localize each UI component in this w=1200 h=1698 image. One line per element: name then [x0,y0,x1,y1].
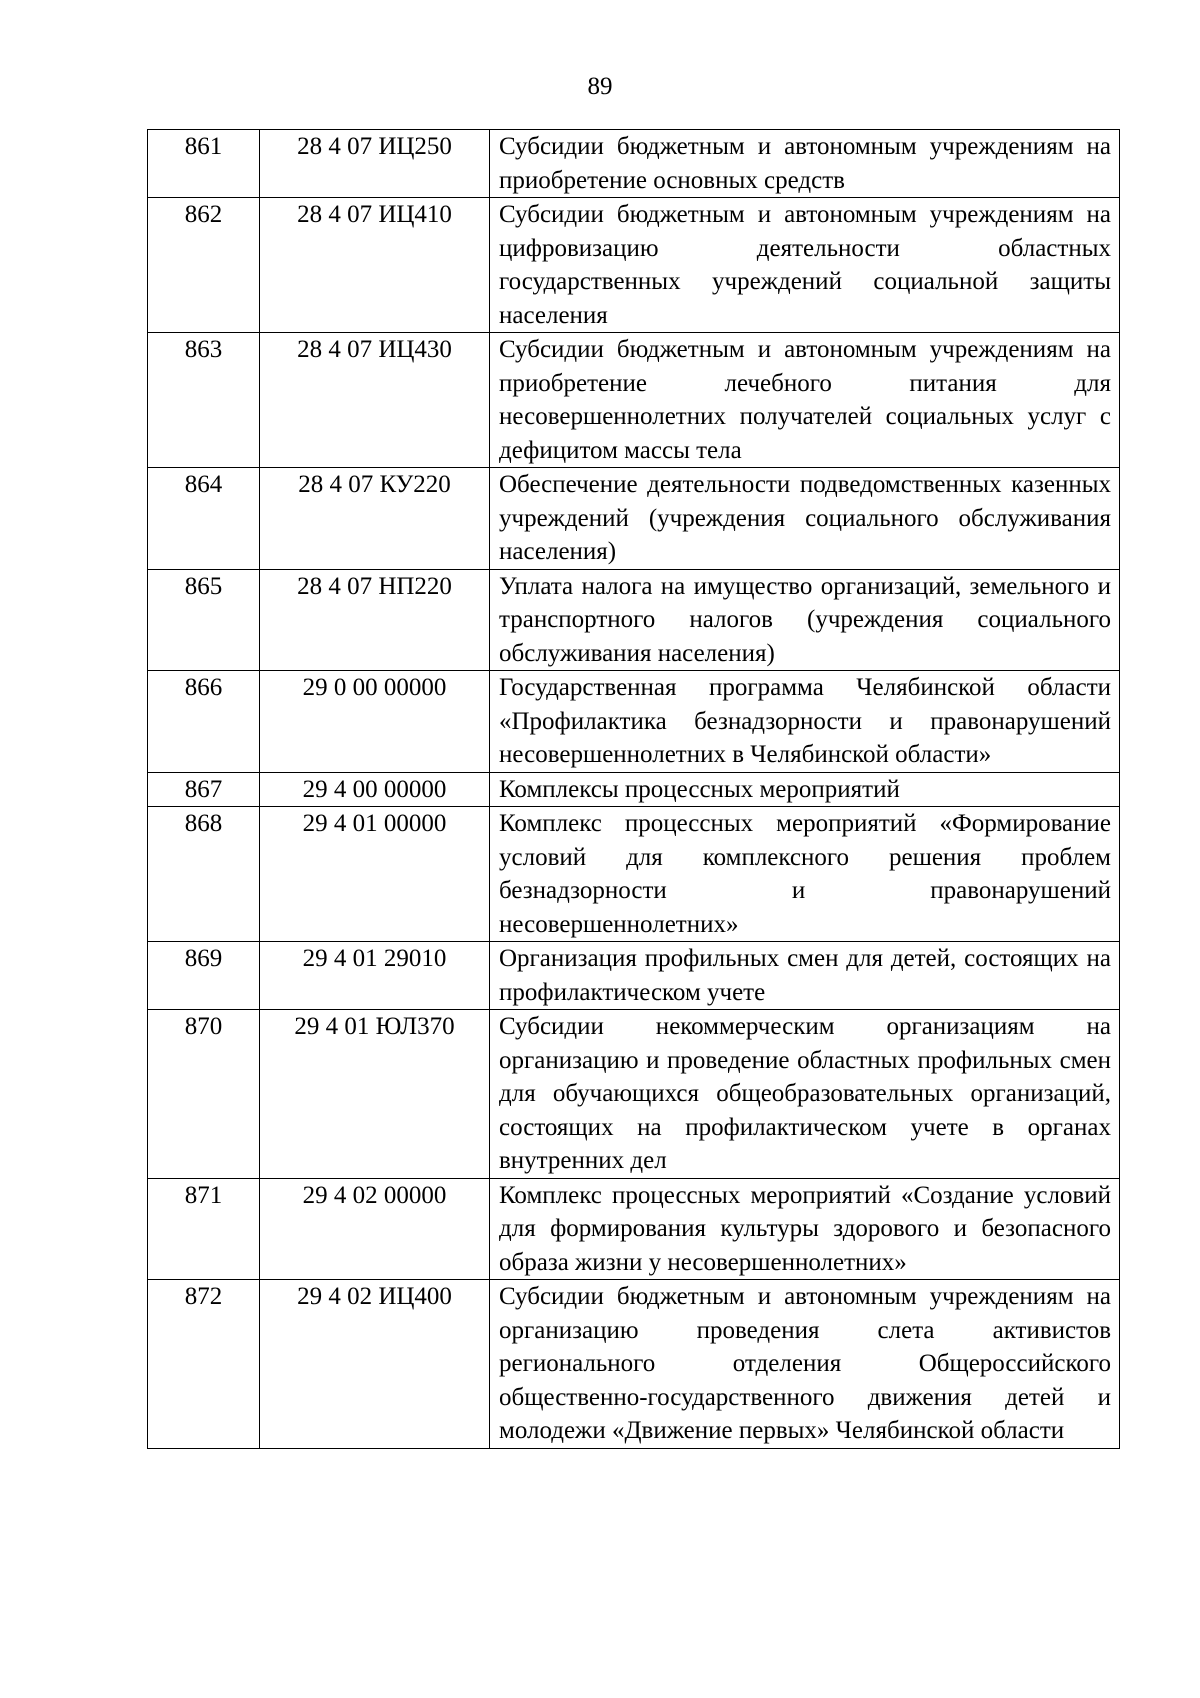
description-text: Субсидии бюджетным и автономным учреждениям на приобретение лечебного питания для несовершеннолетних получателей социальных услуг с дефицитом массы тела [499,336,1111,464]
row-number-cell: 871 [148,1178,260,1280]
table-row [148,198,1120,333]
table-row [148,333,1120,468]
description-text: Субсидии бюджетным и автономным учреждениям на цифровизацию деятельности областных государственных учреждений социальной защиты населения [499,201,1111,329]
description-cell [490,130,1120,198]
description-cell [490,772,1120,807]
table-row [148,1280,1120,1449]
description-cell [490,942,1120,1010]
budget-code-cell: 29 4 00 00000 [260,772,490,807]
description-text: Комплекс процессных мероприятий «Создание условий для формирования культуры здорового и безопасного образа жизни у несовершеннолетних» [499,1181,1111,1276]
table-row [148,671,1120,773]
row-number-cell: 862 [148,198,260,333]
row-number-cell: 864 [148,468,260,570]
table-body [148,130,1120,1449]
row-number-cell: 867 [148,772,260,807]
table-row [148,772,1120,807]
table-row [148,130,1120,198]
row-number-cell: 870 [148,1010,260,1179]
row-number-cell: 861 [148,130,260,198]
budget-code-cell: 29 4 02 ИЦ400 [260,1280,490,1449]
description-cell [490,807,1120,942]
table-row [148,942,1120,1010]
description-text: Организация профильных смен для детей, состоящих на профилактическом учете [499,945,1111,1006]
budget-code-cell: 28 4 07 ИЦ410 [260,198,490,333]
description-text: Субсидии бюджетным и автономным учреждениям на приобретение основных средств [499,133,1111,194]
row-number-cell: 872 [148,1280,260,1449]
description-text: Уплата налога на имущество организаций, земельного и транспортного налогов (учреждения социального обслуживания населения) [499,572,1111,667]
table-row [148,468,1120,570]
budget-code-cell: 28 4 07 КУ220 [260,468,490,570]
description-cell [490,1010,1120,1179]
description-text: Комплексы процессных мероприятий [499,775,900,803]
budget-code-cell: 28 4 07 НП220 [260,569,490,671]
description-cell [490,468,1120,570]
description-cell [490,1280,1120,1449]
budget-code-cell: 29 4 01 ЮЛ370 [260,1010,490,1179]
row-number-cell: 866 [148,671,260,773]
description-cell [490,1178,1120,1280]
budget-classification-table [147,129,1120,1449]
budget-code-cell: 29 4 02 00000 [260,1178,490,1280]
description-cell [490,333,1120,468]
description-cell [490,569,1120,671]
description-cell [490,671,1120,773]
row-number-cell: 865 [148,569,260,671]
row-number-cell: 869 [148,942,260,1010]
table-row [148,1178,1120,1280]
budget-code-cell: 29 4 01 29010 [260,942,490,1010]
row-number-cell: 868 [148,807,260,942]
description-text: Государственная программа Челябинской области «Профилактика безнадзорности и правонарушений несовершеннолетних в Челябинской области» [499,674,1111,768]
table-row [148,807,1120,942]
budget-code-cell: 28 4 07 ИЦ430 [260,333,490,468]
row-number-cell: 863 [148,333,260,468]
page-number: 89 [587,73,613,100]
budget-code-cell: 29 0 00 00000 [260,671,490,773]
budget-code-cell: 28 4 07 ИЦ250 [260,130,490,198]
description-text: Комплекс процессных мероприятий «Формирование условий для комплексного решения проблем безнадзорности и правонарушений несовершеннолетних» [499,810,1111,938]
description-text: Субсидии бюджетным и автономным учреждениям на организацию проведения слета активистов регионального отделения Общероссийского общественно-государственного движения детей и молодежи «Движение первых» Челябинской области [499,1283,1111,1444]
table-row [148,569,1120,671]
description-cell [490,198,1120,333]
description-text: Обеспечение деятельности подведомственных казенных учреждений (учреждения социального обслуживания населения) [499,471,1111,565]
budget-code-cell: 29 4 01 00000 [260,807,490,942]
table-row [148,1010,1120,1179]
description-text: Субсидии некоммерческим организациям на организацию и проведение областных профильных смен для обучающихся общеобразовательных организаций, состоящих на профилактическом учете в органах внутренних дел [499,1013,1111,1174]
